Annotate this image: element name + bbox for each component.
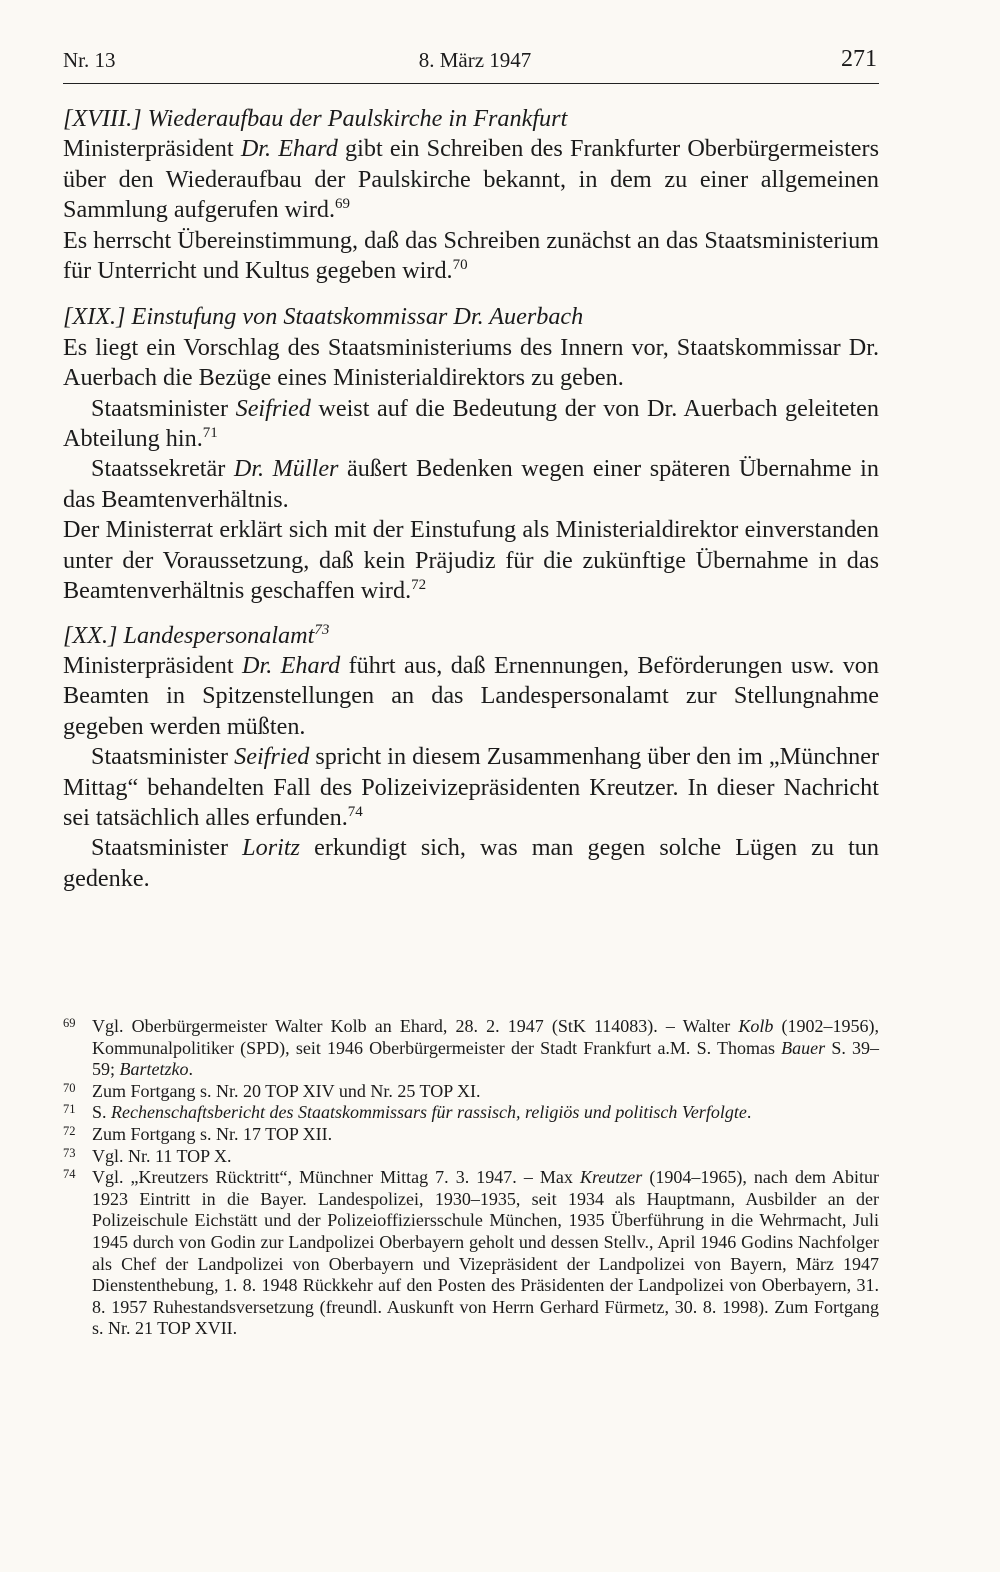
section-title-xix: [XIX.] Einstufung von Staatskommissar Dr. Auerbach: [63, 303, 584, 331]
header-date: 8. März 1947: [418, 48, 532, 72]
page-number: 271: [841, 46, 877, 72]
paragraph: Es herrscht Übereinstimmung, daß das Schreiben zunächst an das Staatsministerium für Unterricht und Kultus gegeben wird.$^{70}$: [63, 226, 879, 285]
footnote: 73 Vgl. Nr. 11 TOP X.: [63, 1145, 232, 1166]
paragraph: Staatsminister Loritz erkundigt sich, was man gegen solche Lügen zu tun gedenke.: [63, 834, 879, 892]
document-number: Nr. 13: [63, 48, 116, 72]
paragraph: Staatsminister Seifried weist auf die Bedeutung der von Dr. Auerbach geleiteten Abteilung hin.$^{71}$: [63, 394, 880, 453]
footnote-ref[interactable]: 73: [314, 621, 330, 638]
header-rule: [63, 83, 879, 84]
section-title-xx: [XX.] Landespersonalamt$^{73}$: [63, 621, 330, 649]
footnote: 69 Vgl. Oberbürgermeister Walter Kolb an Ehard, 28. 2. 1947 (StK 114083). – Walter Kolb (1902–1956), Kommunalpolitiker (SPD), seit 1946 Oberbürgermeister der Stadt Frankfurt a.M. S. Thomas Bauer S. 39–59; Bartetzko.: [63, 1016, 879, 1080]
section-title-xviii: [XVIII.] Wiederaufbau der Paulskirche in Frankfurt: [63, 105, 568, 132]
paragraph: Der Ministerrat erklärt sich mit der Einstufung als Ministerialdirektor einverstanden unter der Voraussetzung, daß kein Präjudiz für die zukünftige Übernahme in das Beamtenverhältnis geschaffen wird.$^{72}$: [63, 516, 879, 605]
paragraph: Staatssekretär Dr. Müller äußert Bedenken wegen einer späteren Übernahme in das Beamtenverhältnis.: [63, 455, 879, 513]
paragraph: Staatsminister Seifried spricht in diesem Zusammenhang über den im „Münchner Mittag“ behandelten Fall des Polizeivizepräsidenten Kreutzer. In dieser Nachricht sei tatsächlich alles erfunden.$^{74}$: [63, 743, 879, 831]
footnote: 74 Vgl. „Kreutzers Rücktritt“, Münchner Mittag 7. 3. 1947. – Max Kreutzer (1904–1965), nach dem Abitur 1923 Eintritt in die Bayer. Landespolizei, 1930–1935, seit 1934 als Hauptmann, Ausbilder an der Polizeischule Eichstätt und der Polizeioffiziersschule München, 1935 Überführung in die Wehrmacht, Juli 1945 durch von Godin zur Landpolizei Oberbayern geholt und dessen Stellv., April 1946 Godins Nachfolger als Chef der Landpolizei von Oberbayern und Vizepräsident der Landpolizei von Bayern, März 1947 Dienstenthebung, 1. 8. 1948 Rückkehr auf den Posten des Präsidenten der Landpolizei von Oberbayern, 31. 8. 1957 Ruhestandsversetzung (freundl. Auskunft von Herrn Gerhard Fürmetz, 30. 8. 1998). Zum Fortgang s. Nr. 21 TOP XVII.: [63, 1167, 879, 1339]
main-text: [63, 104, 879, 894]
footnote-ref[interactable]: 72: [411, 577, 427, 594]
footnote: 71 S. Rechenschaftsbericht des Staatskommissars für rassisch, religiös und politisch Verfolgte.: [63, 1102, 752, 1123]
footnote: 72 Zum Fortgang s. Nr. 17 TOP XII.: [63, 1123, 333, 1144]
footnote: 70 Zum Fortgang s. Nr. 20 TOP XIV und Nr. 25 TOP XI.: [63, 1080, 481, 1101]
footnote-ref[interactable]: 70: [452, 257, 468, 274]
footnote-ref[interactable]: 69: [335, 196, 351, 213]
running-header: [63, 46, 879, 80]
paragraph: Es liegt ein Vorschlag des Staatsministeriums des Innern vor, Staatskommissar Dr. Auerbach die Bezüge eines Ministerialdirektors zu geben.: [63, 333, 879, 392]
footnote-ref[interactable]: 74: [347, 803, 363, 820]
footnote-ref[interactable]: 71: [202, 425, 218, 442]
paragraph: Ministerpräsident Dr. Ehard führt aus, daß Ernennungen, Beförderungen usw. von Beamten in Spitzenstellungen an das Landespersonalamt zur Stellungnahme gegeben werden müßten.: [63, 651, 879, 740]
paragraph: Ministerpräsident Dr. Ehard gibt ein Schreiben des Frankfurter Oberbürgermeisters über den Wiederaufbau der Paulskirche bekannt, in dem zu einer allgemeinen Sammlung aufgerufen wird.$^{69}$: [63, 135, 879, 224]
footnotes: [63, 1016, 879, 1340]
